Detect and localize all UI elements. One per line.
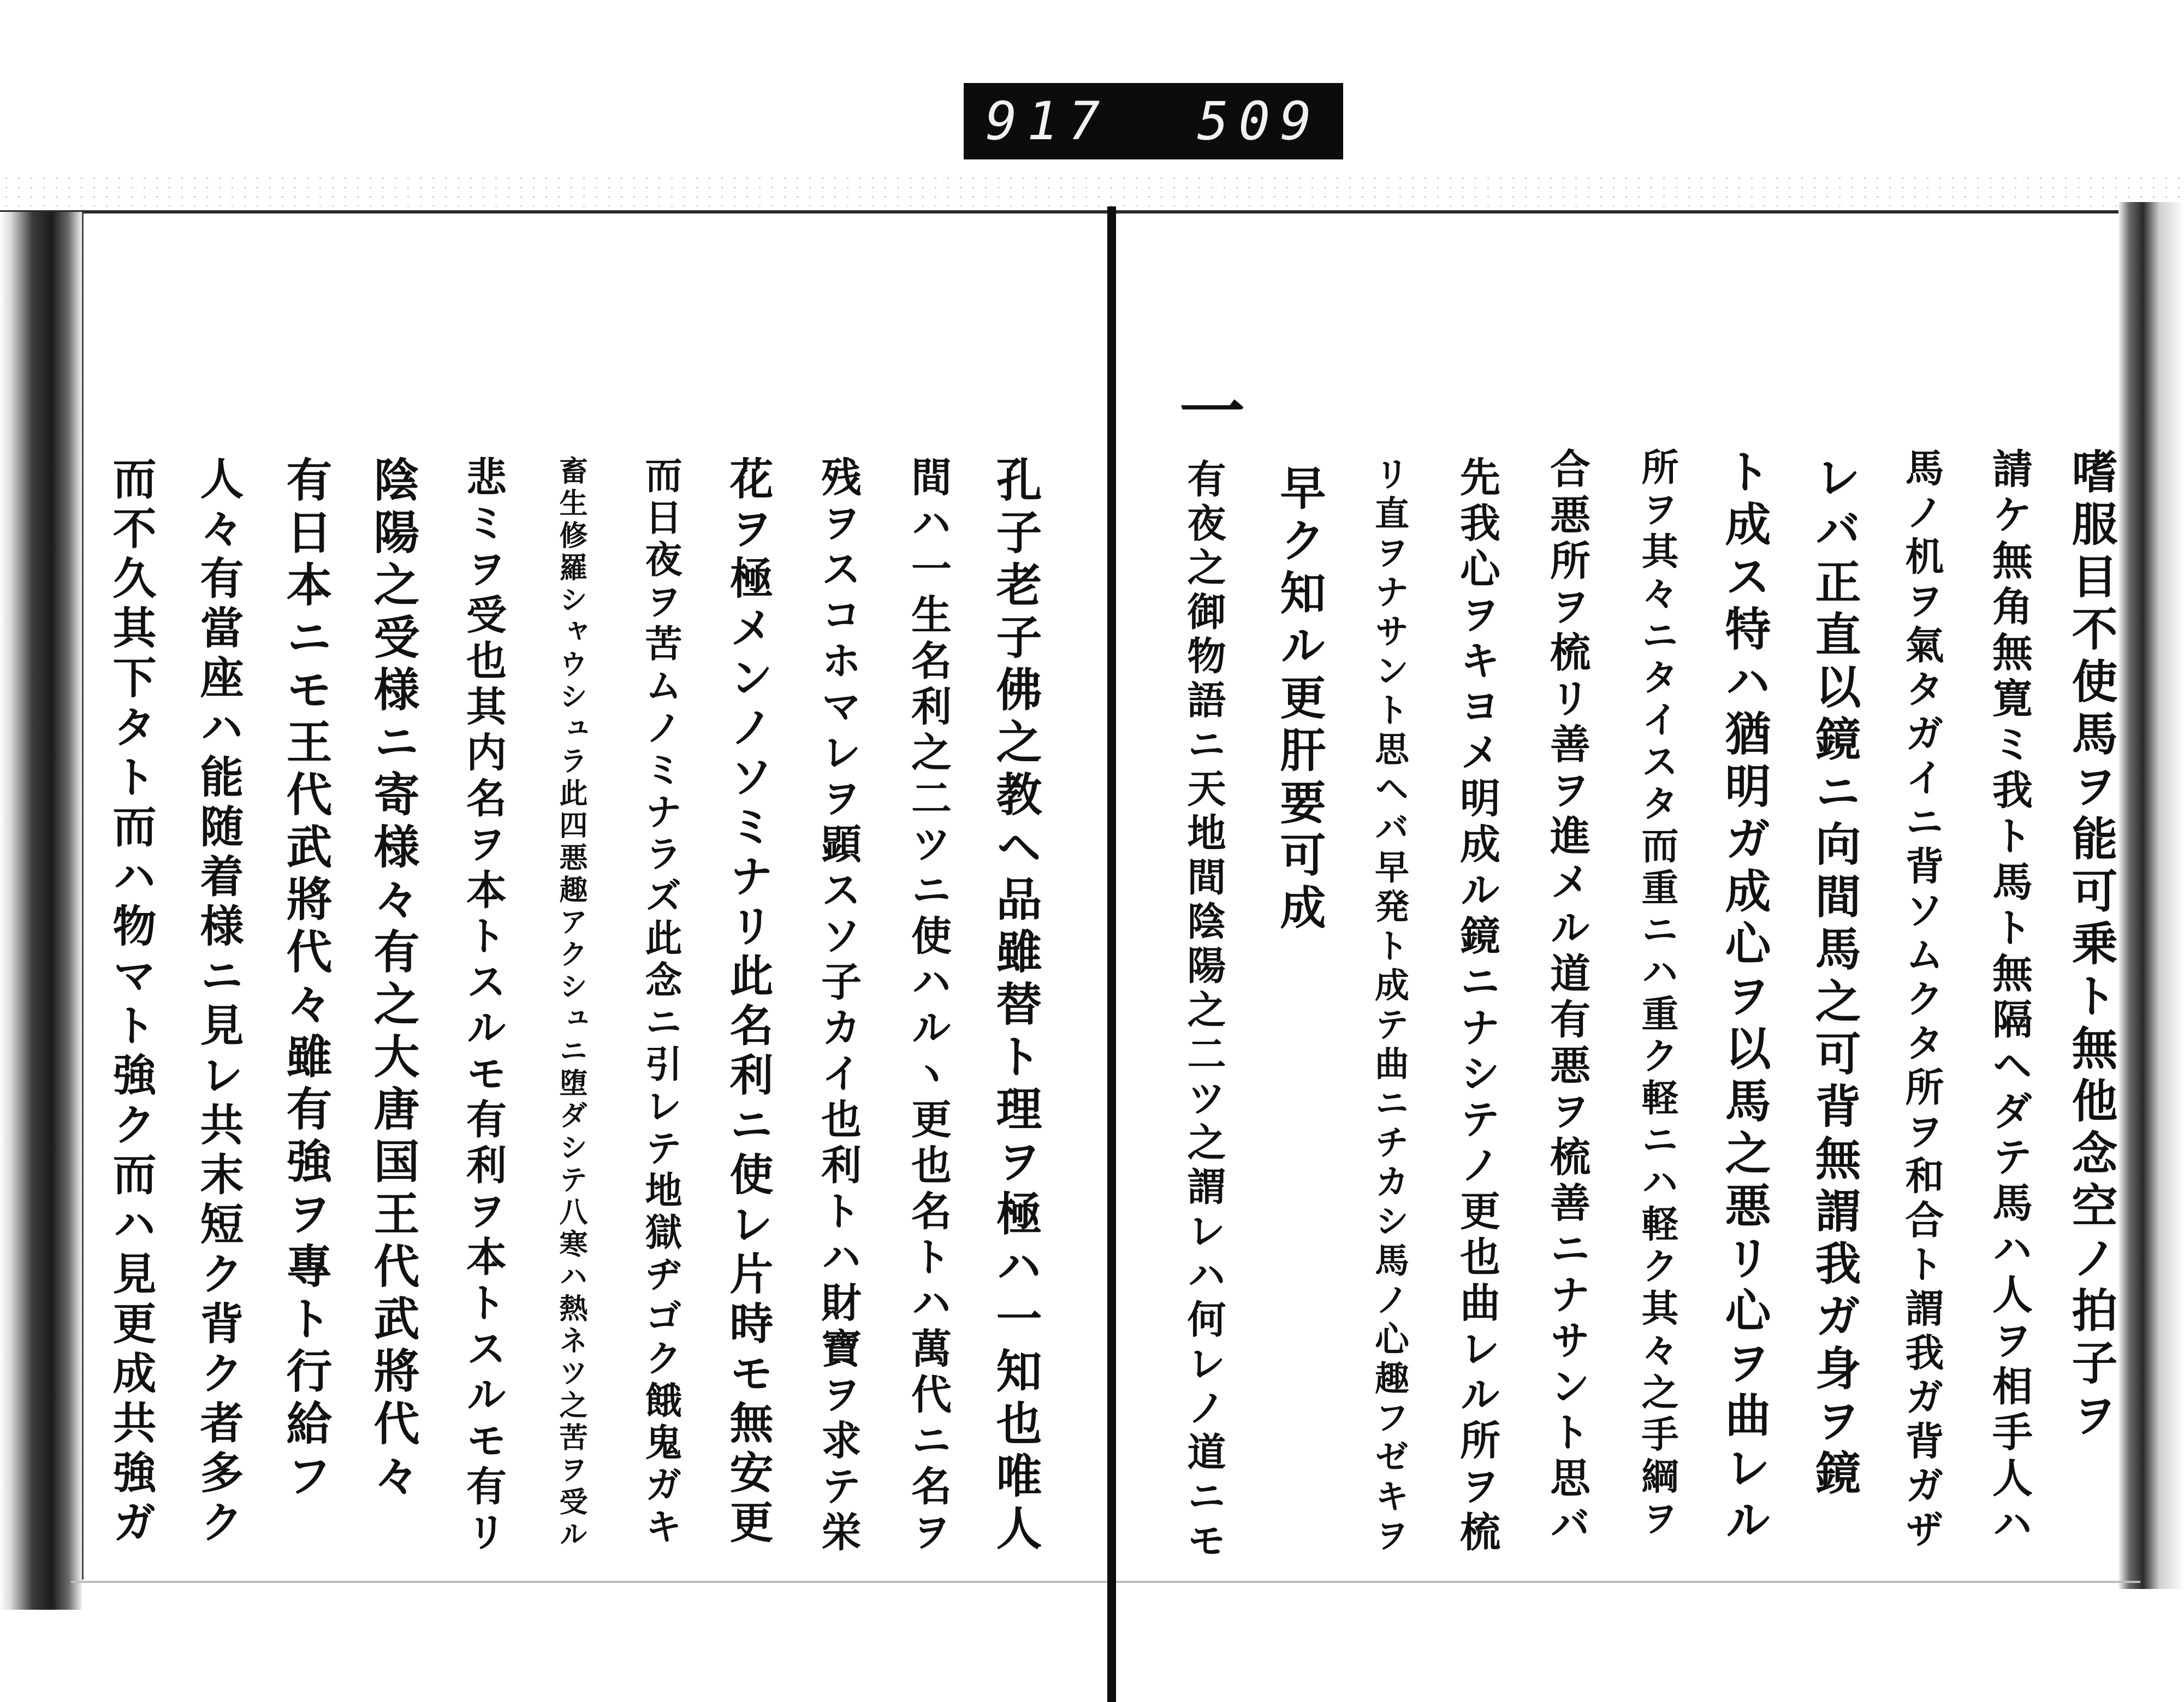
catalog-number-right: 509 bbox=[1197, 91, 1321, 152]
text-column: 悲ミヲ受也其内名ヲ本トスルモ有利ヲ本トスルモ有リ bbox=[460, 456, 507, 1557]
text-column: 嗜服目不使馬ヲ能可乗ト無他念空ノ拍子ヲ bbox=[2064, 448, 2118, 1444]
text-column: 所ヲ其々ニタイスタ而重ニハ重ク軽ニハ軽ク其々之手綱ヲ bbox=[1635, 448, 1679, 1541]
text-column: 有日本ニモ王代武將代々雖有強ヲ專ト行給フ bbox=[279, 456, 333, 1504]
left-page-block-edge bbox=[0, 212, 82, 1610]
text-column: 而日夜ヲ苦ムノミナラズ此念ニ引レテ地獄ヂゴク餓鬼ガキ bbox=[639, 456, 682, 1549]
text-column: 早ク知ル更肝要可成 bbox=[1273, 464, 1327, 936]
text-column: 請ケ無角無寛ミ我ト馬ト無隔ヘダテ馬ハ人ヲ相手人ハ bbox=[1986, 448, 2033, 1549]
text-column: 人々有當座ハ能随着様ニ見レ共末短ク背ク者多ク bbox=[193, 456, 244, 1549]
text-column: 有夜之御物語ニ天地間陰陽之二ツ之謂レハ何レノ道ニモ bbox=[1181, 459, 1227, 1564]
left-page-boundary bbox=[82, 212, 84, 1580]
text-column: 陰陽之受様ニ寄様々有之大唐国王代武將代々 bbox=[366, 456, 420, 1504]
book-gutter bbox=[1107, 206, 1116, 1702]
text-column: 馬ノ机ヲ氣タガイニ背ソムクタ所ヲ和合ト謂我ガ背ガザ bbox=[1899, 448, 1945, 1553]
catalog-number-label bbox=[964, 83, 1343, 159]
item-marker: 一 bbox=[1168, 377, 1245, 442]
text-column: レバ正直以鏡ニ向間馬之可背無謂我ガ身ヲ鏡 bbox=[1808, 453, 1862, 1502]
text-column: 而不久其下タト而ハ物マト強ク而ハ見更成共強ガ bbox=[105, 456, 157, 1549]
text-column: 間ハ一生名利之二ツニ使ハルヽ更也名トハ萬代ニ名ヲ bbox=[905, 456, 952, 1557]
text-column: リ直ヲナサント思ヘバ早発ト成テ曲ニチカシ馬ノ心趣フゼキヲ bbox=[1369, 456, 1410, 1557]
text-column: 花ヲ極メンノソミナリ此名利ニ使レ片時モ無安更 bbox=[722, 456, 774, 1549]
right-page-block-edge bbox=[2118, 202, 2184, 1589]
text-column: 合悪所ヲ梳リ善ヲ進メル道有悪ヲ梳善ニナサント思バ bbox=[1544, 448, 1590, 1549]
book-bottom-edge bbox=[71, 1581, 2140, 1583]
scan-top-edge bbox=[0, 174, 2184, 206]
text-column: 畜生修羅シャウシュラ此四悪趣アクシュニ堕ダシテ八寒ハ熱ネツ之苦ヲ受ル bbox=[554, 456, 587, 1551]
text-column: ト成ス特ハ猶明ガ成心ヲ以馬之悪リ心ヲ曲レル bbox=[1718, 448, 1772, 1549]
text-column: 残ヲスコホマレヲ顕スソ子カイ也利トハ財寶ヲ求テ栄 bbox=[815, 456, 862, 1557]
catalog-number-left: 917 bbox=[986, 91, 1110, 152]
text-column: 先我心ヲキヨメ明成ル鏡ニナシテノ更也曲レル所ヲ梳 bbox=[1453, 456, 1500, 1557]
text-column: 孔子老子佛之教ヘ品雖替ト理ヲ極ハ一知也唯人 bbox=[989, 456, 1043, 1557]
book-top-edge bbox=[0, 210, 2184, 214]
